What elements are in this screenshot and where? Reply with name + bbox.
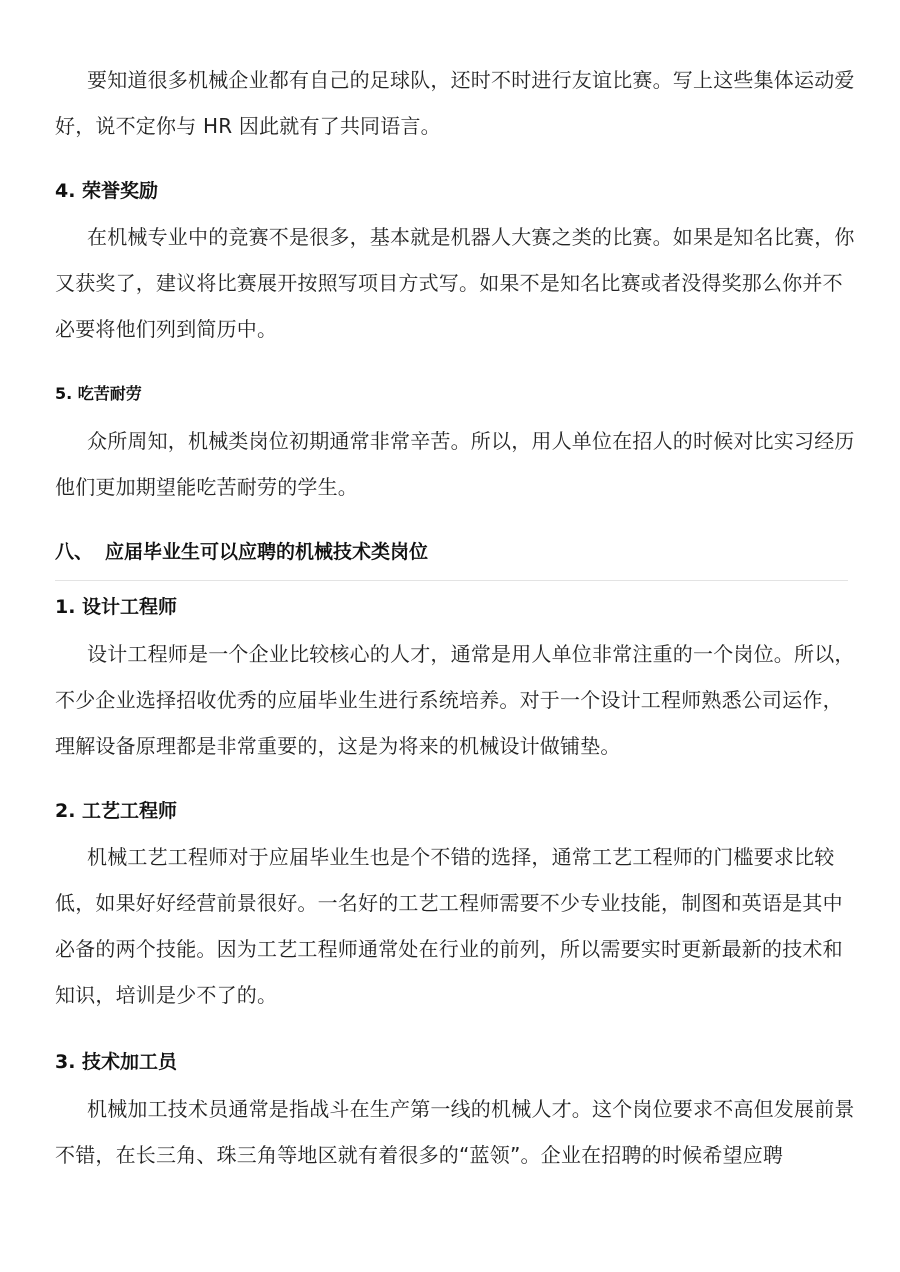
section-number: 八、 — [55, 541, 94, 563]
heading-honor-awards: 4. 荣誉奖励 — [55, 180, 159, 202]
paragraph-honor-awards: 在机械专业中的竞赛不是很多，基本就是机器人大赛之类的比赛。如果是知名比赛，你又获奖了，建议将比赛展开按照写项目方式写。如果不是知名比赛或者没得奖那么你并不必要将他们列到简历中。 — [55, 225, 855, 341]
section-divider — [55, 580, 848, 581]
paragraph-machinist: 机械加工技术员通常是指战斗在生产第一线的机械人才。这个岗位要求不高但发展前景不错，在长三角、珠三角等地区就有着很多的“蓝领”。企业在招聘的时候希望应聘 — [55, 1097, 855, 1167]
paragraph-process-engineer: 机械工艺工程师对于应届毕业生也是个不错的选择，通常工艺工程师的门槛要求比较低，如果好好经营前景很好。一名好的工艺工程师需要不少专业技能，制图和英语是其中必备的两个技能。因为工艺工程师通常处在行业的前列，所以需要实时更新最新的技术和知识，培训是少不了的。 — [55, 845, 843, 1007]
section-title-text: 应届毕业生可以应聘的机械技术类岗位 — [105, 541, 429, 563]
section-title-job-positions — [55, 538, 855, 566]
heading-machinist: 3. 技术加工员 — [55, 1051, 178, 1073]
heading-hard-working: 5. 吃苦耐劳 — [55, 384, 142, 403]
heading-design-engineer: 1. 设计工程师 — [55, 596, 178, 618]
paragraph-design-engineer: 设计工程师是一个企业比较核心的人才，通常是用人单位非常注重的一个岗位。所以，不少企业选择招收优秀的应届毕业生进行系统培养。对于一个设计工程师熟悉公司运作，理解设备原理都是非常重要的，这是为将来的机械设计做铺垫。 — [55, 642, 855, 758]
paragraph-sports-intro: 要知道很多机械企业都有自己的足球队，还时不时进行友谊比赛。写上这些集体运动爱好，说不定你与 HR 因此就有了共同语言。 — [55, 68, 855, 138]
heading-process-engineer: 2. 工艺工程师 — [55, 800, 178, 822]
paragraph-hard-working: 众所周知，机械类岗位初期通常非常辛苦。所以，用人单位在招人的时候对比实习经历他们更加期望能吃苦耐劳的学生。 — [55, 429, 855, 499]
